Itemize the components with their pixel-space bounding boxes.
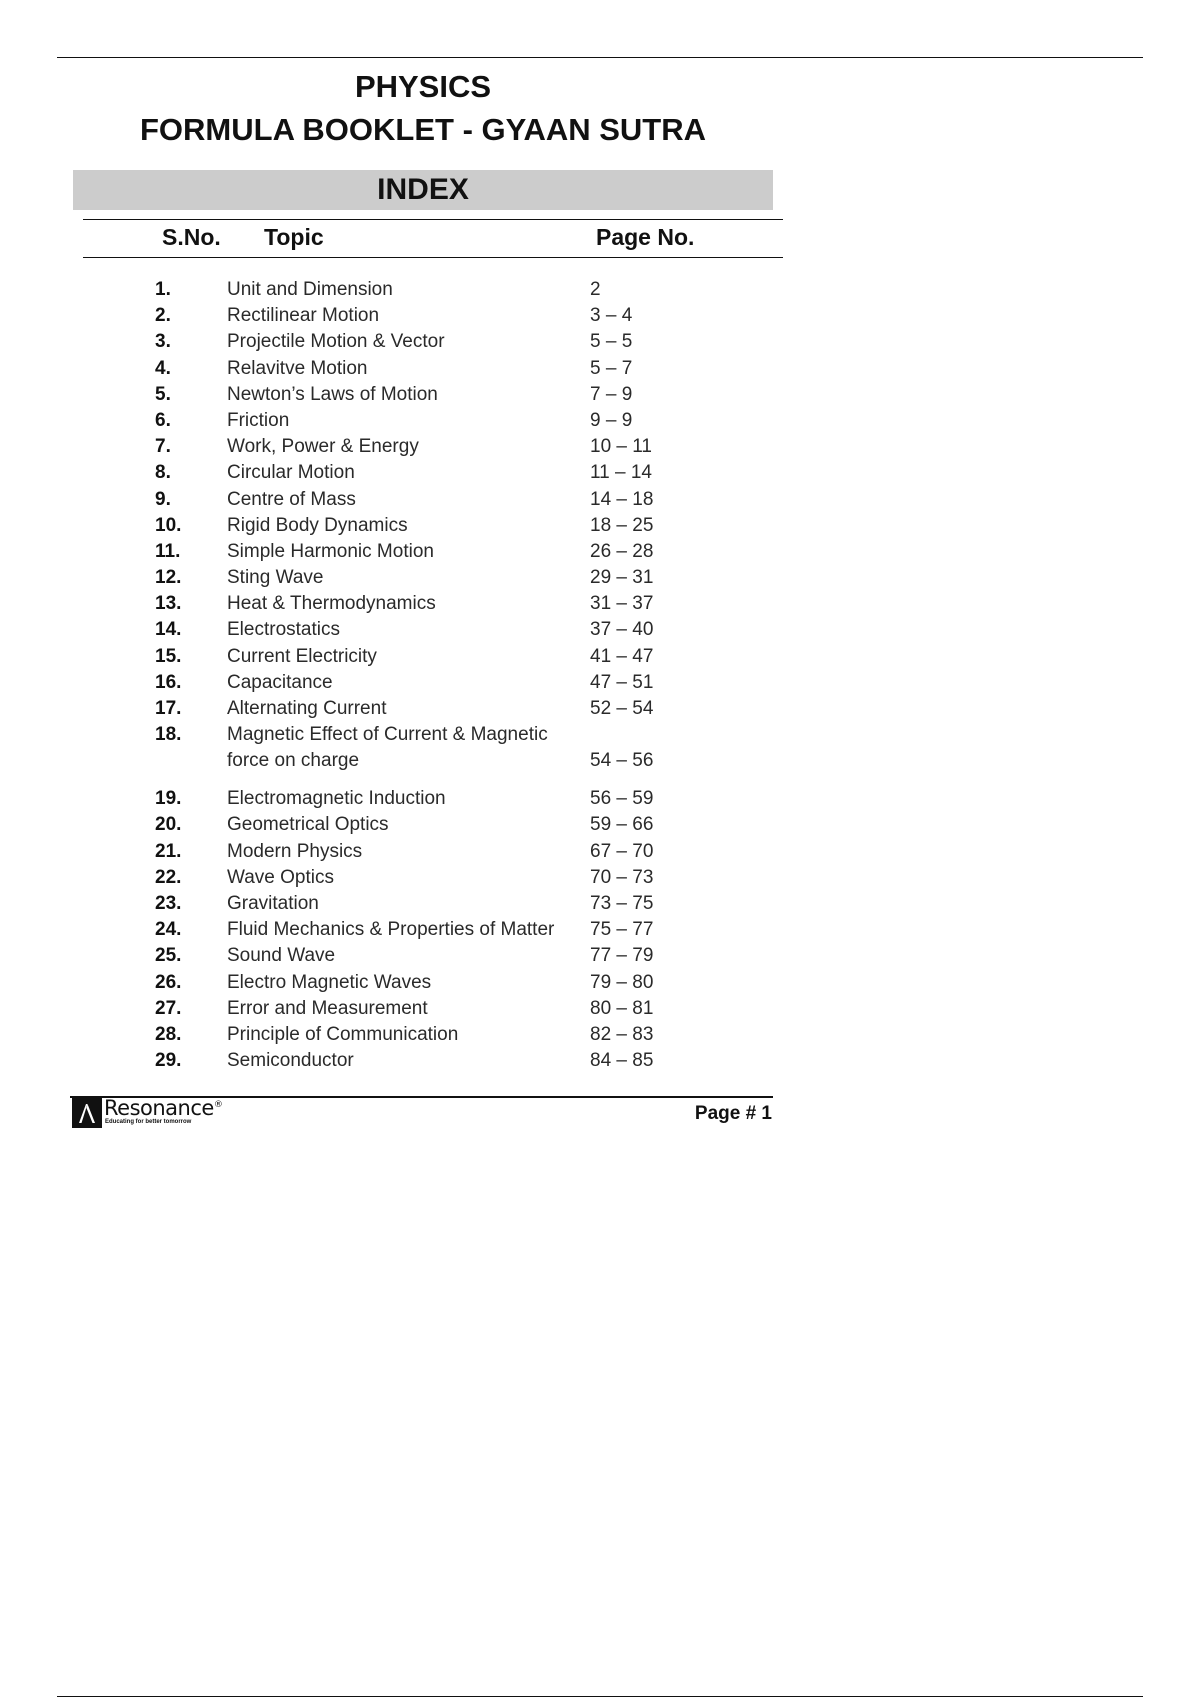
row-topic-text: Circular Motion — [227, 462, 355, 484]
row-topic-text: Friction — [227, 409, 290, 431]
row-sno: 6. — [155, 409, 171, 431]
table-row — [0, 919, 800, 945]
row-topic-text: Current Electricity — [227, 645, 377, 667]
table-row — [0, 814, 800, 840]
row-topic — [227, 489, 587, 511]
top-rule — [57, 57, 1143, 58]
row-sno: 20. — [155, 814, 182, 836]
row-sno: 28. — [155, 1023, 182, 1045]
table-row — [0, 788, 800, 814]
row-topic-text: Geometrical Optics — [227, 814, 389, 836]
row-sno: 22. — [155, 866, 182, 888]
row-topic — [227, 436, 587, 458]
row-topic — [227, 672, 587, 694]
row-topic — [227, 279, 587, 301]
row-sno: 13. — [155, 593, 182, 615]
row-page-range: 7 – 9 — [590, 383, 633, 405]
row-topic — [227, 1050, 587, 1072]
row-topic — [227, 410, 587, 432]
table-row — [0, 841, 800, 867]
row-topic — [227, 841, 587, 863]
table-row — [0, 593, 800, 619]
row-page-range: 10 – 11 — [590, 436, 652, 458]
column-header-topic: Topic — [264, 224, 324, 250]
row-topic — [227, 331, 587, 353]
row-topic — [227, 893, 587, 915]
table-row — [0, 945, 800, 971]
row-page-range: 59 – 66 — [590, 814, 654, 836]
row-topic — [227, 515, 587, 537]
table-row — [0, 972, 800, 998]
row-topic — [227, 567, 587, 589]
row-topic — [227, 619, 587, 641]
row-topic — [227, 593, 587, 615]
table-row — [0, 867, 800, 893]
row-sno: 3. — [155, 331, 171, 353]
row-topic-text: Semiconductor — [227, 1050, 354, 1072]
row-sno: 15. — [155, 645, 182, 667]
row-page-range: 73 – 75 — [590, 892, 654, 914]
table-row — [0, 646, 800, 672]
table-row — [0, 541, 800, 567]
row-page-range: 5 – 7 — [590, 357, 633, 379]
page-subtitle: FORMULA BOOKLET - GYAAN SUTRA — [139, 112, 707, 147]
row-sno: 1. — [155, 279, 171, 300]
row-topic-text: Alternating Current — [227, 698, 387, 719]
row-page-range: 2 — [590, 279, 601, 300]
resonance-logo-icon — [72, 1098, 102, 1128]
row-page-range: 84 – 85 — [590, 1050, 654, 1072]
row-sno: 25. — [155, 945, 182, 967]
row-topic-text: Sting Wave — [227, 567, 324, 589]
table-row — [0, 619, 800, 645]
row-topic — [227, 972, 587, 994]
row-page-range: 52 – 54 — [590, 698, 654, 719]
row-topic-text: Newton’s Laws of Motion — [227, 383, 438, 405]
table-header-top-rule — [83, 219, 783, 220]
row-page-range: 75 – 77 — [590, 919, 654, 941]
row-page-range: 41 – 47 — [590, 645, 654, 667]
table-row — [0, 489, 800, 515]
row-page-range: 11 – 14 — [590, 462, 652, 484]
table-row — [0, 279, 800, 305]
row-topic — [227, 724, 587, 772]
row-topic-text: Electro Magnetic Waves — [227, 971, 432, 993]
table-row — [0, 436, 800, 462]
row-topic-text: Electrostatics — [227, 619, 340, 641]
index-heading: INDEX — [73, 170, 773, 210]
table-row — [0, 567, 800, 593]
row-topic-text: Capacitance — [227, 671, 333, 693]
resonance-logo-tagline: Educating for better tomorrow — [105, 1119, 192, 1125]
row-sno: 21. — [155, 840, 182, 862]
row-topic-text: Wave Optics — [227, 866, 334, 888]
column-header-page: Page No. — [596, 224, 695, 250]
table-row — [0, 672, 800, 698]
table-row — [0, 410, 800, 436]
row-topic-text: Projectile Motion & Vector — [227, 331, 445, 353]
page-number: Page # 1 — [694, 1103, 772, 1124]
row-topic-text: Rectilinear Motion — [227, 305, 380, 327]
row-page-range: 37 – 40 — [590, 619, 654, 641]
row-page-range: 5 – 5 — [590, 331, 633, 353]
row-topic — [227, 305, 587, 327]
row-topic — [227, 541, 587, 563]
row-page-range: 14 – 18 — [590, 488, 654, 510]
column-header-sno: S.No. — [162, 224, 221, 250]
row-sno: 8. — [155, 462, 171, 484]
row-page-range: 56 – 59 — [590, 788, 654, 810]
row-topic-text: Simple Harmonic Motion — [227, 540, 434, 562]
table-row — [0, 893, 800, 919]
table-row — [0, 1024, 800, 1050]
row-topic-text: Modern Physics — [227, 840, 363, 862]
row-sno: 9. — [155, 488, 171, 510]
table-row — [0, 462, 800, 488]
row-sno: 5. — [155, 383, 171, 405]
row-page-range: 79 – 80 — [590, 971, 654, 993]
table-row — [0, 698, 800, 724]
row-topic-text: Work, Power & Energy — [227, 436, 419, 458]
index-table-body — [0, 279, 800, 1076]
row-topic — [227, 1024, 587, 1046]
table-header-bottom-rule — [83, 257, 783, 258]
row-sno: 19. — [155, 788, 182, 810]
row-sno: 24. — [155, 919, 182, 941]
resonance-logo-wordmark: Resonance® — [104, 1096, 223, 1120]
row-sno: 7. — [155, 436, 171, 458]
table-row — [0, 1050, 800, 1076]
row-page-range: 70 – 73 — [590, 866, 654, 888]
table-row — [0, 724, 800, 788]
row-sno: 18. — [155, 724, 182, 746]
row-page-range: 47 – 51 — [590, 671, 654, 693]
row-topic-text: Gravitation — [227, 892, 319, 914]
row-topic — [227, 998, 587, 1020]
row-page-range: 18 – 25 — [590, 514, 654, 536]
row-sno: 4. — [155, 357, 171, 379]
row-topic-text: Electromagnetic Induction — [227, 788, 446, 810]
row-topic — [227, 462, 587, 484]
row-sno: 26. — [155, 971, 182, 993]
row-topic-text: Fluid Mechanics & Properties of Matter — [227, 919, 555, 941]
bottom-rule — [57, 1696, 1143, 1697]
row-topic-text: Heat & Thermodynamics — [227, 593, 436, 615]
row-page-range: 3 – 4 — [590, 305, 633, 327]
row-sno: 11. — [155, 540, 181, 562]
row-page-range: 29 – 31 — [590, 567, 654, 589]
row-page-range: 31 – 37 — [590, 593, 654, 615]
row-sno: 17. — [155, 698, 182, 719]
table-row — [0, 358, 800, 384]
row-topic-text: Magnetic Effect of Current & Magnetic — [227, 724, 548, 746]
row-sno: 27. — [155, 997, 182, 1019]
row-topic — [227, 919, 587, 941]
row-page-range: 67 – 70 — [590, 840, 654, 862]
row-page-range: 82 – 83 — [590, 1023, 654, 1045]
row-topic — [227, 788, 587, 810]
row-page-range: 77 – 79 — [590, 945, 654, 967]
row-sno: 12. — [155, 567, 182, 589]
row-topic — [227, 384, 587, 406]
resonance-logo — [72, 1098, 242, 1128]
row-topic-text: Principle of Communication — [227, 1023, 459, 1045]
row-topic-text-line2: force on charge — [227, 750, 360, 772]
row-sno: 10. — [155, 514, 182, 536]
row-topic-text: Unit and Dimension — [227, 279, 393, 300]
row-topic — [227, 945, 587, 967]
row-sno: 16. — [155, 671, 182, 693]
table-row — [0, 384, 800, 410]
row-page-range: 26 – 28 — [590, 540, 654, 562]
row-topic — [227, 358, 587, 380]
row-topic-text: Sound Wave — [227, 945, 336, 967]
row-topic-text: Rigid Body Dynamics — [227, 514, 408, 536]
row-sno: 23. — [155, 892, 182, 914]
table-row — [0, 998, 800, 1024]
table-row — [0, 305, 800, 331]
row-page-range: 54 – 56 — [590, 750, 654, 772]
row-page-range: 9 – 9 — [590, 409, 633, 431]
row-topic — [227, 814, 587, 836]
row-topic-text: Centre of Mass — [227, 488, 356, 510]
table-row — [0, 331, 800, 357]
row-topic — [227, 646, 587, 668]
row-topic-text: Error and Measurement — [227, 997, 428, 1019]
row-topic-text: Relavitve Motion — [227, 357, 368, 379]
row-page-range: 80 – 81 — [590, 997, 654, 1019]
row-sno: 2. — [155, 305, 171, 327]
row-sno: 29. — [155, 1050, 182, 1072]
row-topic — [227, 698, 587, 720]
row-topic — [227, 867, 587, 889]
table-row — [0, 515, 800, 541]
row-sno: 14. — [155, 619, 182, 641]
page-title: PHYSICS — [354, 69, 492, 104]
